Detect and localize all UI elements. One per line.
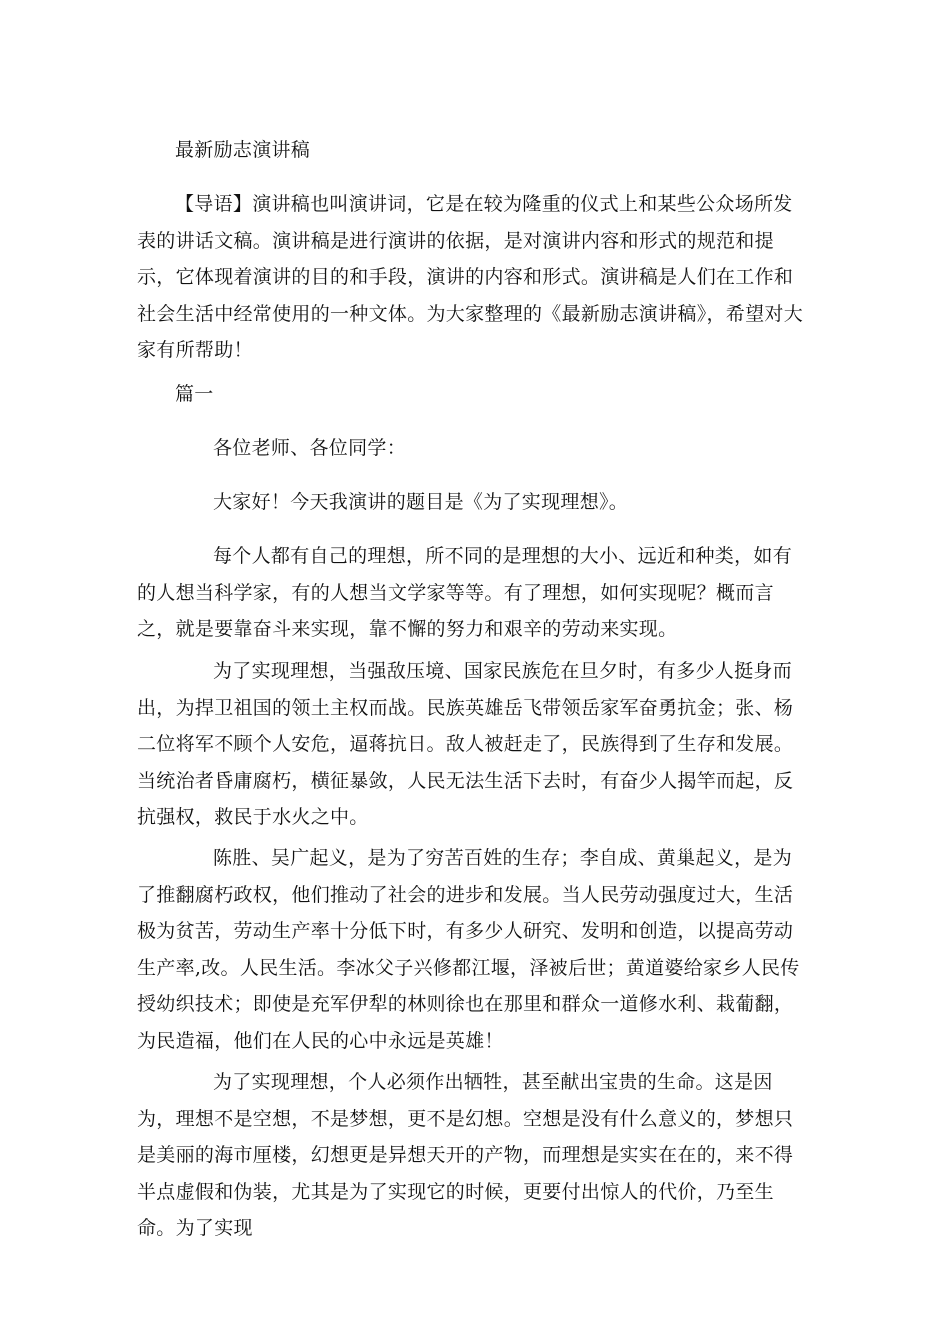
greeting-line: 各位老师、各位同学： <box>213 437 407 459</box>
section-label: 篇一 <box>175 383 214 405</box>
body-paragraph: 陈胜、吴广起义，是为了穷苦百姓的生存；李自成、黄巢起义，是为了推翻腐朽政权，他们推动了社会的进步和发展。当人民劳动强度过大，生活极为贫苦，劳动生产率十分低下时，有多少人研究、发明和创造，以提高劳动生产率,改。人民生活。李冰父子兴修都江堰，泽被后世；黄道婆给家乡人民传授幼织技术；即使是充军伊犁的林则徐也在那里和群众一道修水利、栽葡翻，为民造福，他们在人民的心中永远是英雄！ <box>137 847 800 1052</box>
document-title: 最新励志演讲稿 <box>175 139 311 161</box>
body-paragraph: 每个人都有自己的理想，所不同的是理想的大小、远近和种类，如有的人想当科学家，有的人想当文学家等等。有了理想，如何实现呢？概而言之，就是要靠奋斗来实现，靠不懈的努力和艰辛的劳动来实现。 <box>137 545 793 640</box>
intro-paragraph: 【导语】演讲稿也叫演讲词，它是在较为隆重的仪式上和某些公众场所发表的讲话文稿。演讲稿是进行演讲的依据，是对演讲内容和形式的规范和提示，它体现着演讲的目的和手段，演讲的内容和形式。演讲稿是人们在工作和社会生活中经常使用的一种文体。为大家整理的《最新励志演讲稿》，希望对大家有所帮助！ <box>137 193 804 361</box>
body-paragraph: 为了实现理想，个人必须作出牺牲，甚至献出宝贵的生命。这是因为，理想不是空想，不是梦想，更不是幻想。空想是没有什么意义的，梦想只是美丽的海市厘楼，幻想更是异想天开的产物，而理想是实实在在的，来不得半点虚假和伪装，尤其是为了实现它的时候，更要付出惊人的代价，乃至生命。为了实现 <box>137 1071 794 1239</box>
body-paragraph: 为了实现理想，当强敌压境、国家民族危在旦夕时，有多少人挺身而出，为捍卫祖国的领土主权而战。民族英雄岳飞带领岳家军奋勇抗金；张、杨二位将军不顾个人安危，逼蒋抗日。敌人被赶走了，民族得到了生存和发展。当统治者昏庸腐朽，横征暴敛，人民无法生活下去时，有奋少人揭竿而起，反抗强权，救民于水火之中。 <box>137 660 794 828</box>
hello-line: 大家好！今天我演讲的题目是《为了实现理想》。 <box>213 491 629 513</box>
